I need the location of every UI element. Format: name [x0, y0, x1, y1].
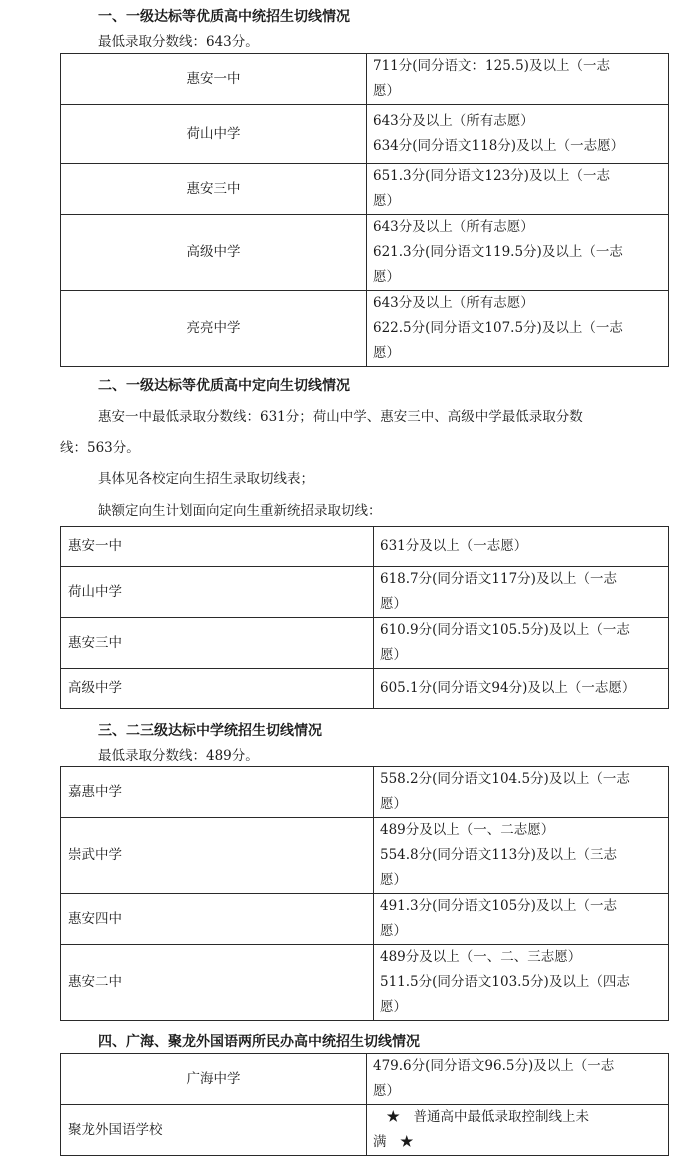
cutoff-cell [367, 54, 669, 105]
school-name: 亮亮中学 [61, 291, 367, 367]
cutoff-cell [367, 164, 669, 215]
school-name: 嘉惠中学 [61, 767, 374, 818]
section2-para1-line1: 惠安一中最低录取分数线：631分；荷山中学、惠安三中、高级中学最低录取分数 [98, 409, 583, 425]
table-row [61, 527, 669, 567]
cutoff-line: 711分(同分语文：125.5)及以上（一志 [373, 58, 610, 74]
cutoff-line: 610.9分(同分语文105.5分)及以上（一志 [380, 622, 630, 638]
cutoff-line: 605.1分(同分语文94分)及以上（一志愿） [380, 680, 636, 696]
cutoff-cell [367, 1105, 669, 1156]
cutoff-line: 618.7分(同分语文117分)及以上（一志 [380, 571, 617, 587]
school-name: 广海中学 [61, 1054, 367, 1105]
cutoff-line: 479.6分(同分语文96.5分)及以上（一志 [373, 1058, 615, 1074]
cutoff-cell [367, 215, 669, 291]
section2-para1-line2: 线：563分。 [60, 440, 140, 456]
cutoff-line: 愿） [380, 596, 407, 612]
cutoff-line: 愿） [373, 83, 400, 99]
cutoff-line: 622.5分(同分语文107.5分)及以上（一志 [373, 320, 623, 336]
cutoff-line: 643分及以上（所有志愿） [373, 219, 534, 235]
table-row [61, 105, 669, 164]
cutoff-cell [367, 105, 669, 164]
cutoff-cell [374, 567, 669, 618]
cutoff-line: 愿） [380, 872, 407, 888]
cutoff-cell [374, 527, 669, 567]
cutoff-cell [367, 291, 669, 367]
cutoff-line: 愿） [373, 269, 400, 285]
section3-min-score: 最低录取分数线：489分。 [98, 748, 259, 764]
school-name: 高级中学 [61, 669, 374, 709]
school-name: 惠安三中 [61, 618, 374, 669]
cutoff-line: 651.3分(同分语文123分)及以上（一志 [373, 168, 610, 184]
cutoff-line: 愿） [380, 796, 407, 812]
school-name: 崇武中学 [61, 818, 374, 894]
table-row [61, 54, 669, 105]
section2-para3: 缺额定向生计划面向定向生重新统招录取切线： [98, 503, 382, 519]
cutoff-line: 634分(同分语文118分)及以上（一志愿） [373, 138, 625, 154]
cutoff-line: ★ 普通高中最低录取控制线上未 [373, 1109, 589, 1125]
cutoff-line: 愿） [380, 647, 407, 663]
table-row [61, 945, 669, 1021]
table-row [61, 669, 669, 709]
school-name: 高级中学 [61, 215, 367, 291]
cutoff-cell [374, 669, 669, 709]
table-row [61, 215, 669, 291]
section2-heading: 二、一级达标等优质高中定向生切线情况 [98, 378, 350, 394]
cutoff-cell [367, 1054, 669, 1105]
table-row [61, 567, 669, 618]
cutoff-line: 愿） [373, 345, 400, 361]
cutoff-line: 511.5分(同分语文103.5分)及以上（四志 [380, 974, 630, 990]
school-name: 惠安一中 [61, 54, 367, 105]
school-name: 惠安四中 [61, 894, 374, 945]
cutoff-line: 558.2分(同分语文104.5分)及以上（一志 [380, 771, 630, 787]
school-name: 惠安三中 [61, 164, 367, 215]
cutoff-line: 满 ★ [373, 1134, 414, 1150]
school-name: 惠安一中 [61, 527, 374, 567]
cutoff-cell [374, 818, 669, 894]
cutoff-line: 愿） [373, 193, 400, 209]
table-row [61, 767, 669, 818]
cutoff-line: 489分及以上（一、二、三志愿） [380, 949, 582, 965]
table-row [61, 1054, 669, 1105]
table-row [61, 1105, 669, 1156]
school-name: 荷山中学 [61, 105, 367, 164]
cutoff-line: 491.3分(同分语文105分)及以上（一志 [380, 898, 617, 914]
section1-heading: 一、一级达标等优质高中统招生切线情况 [98, 9, 350, 25]
table-row [61, 618, 669, 669]
cutoff-cell [374, 945, 669, 1021]
cutoff-line: 愿） [373, 1083, 400, 1099]
cutoff-line: 643分及以上（所有志愿） [373, 113, 534, 129]
cutoff-line: 643分及以上（所有志愿） [373, 295, 534, 311]
cutoff-line: 631分及以上（一志愿） [380, 538, 528, 554]
table-section3 [60, 766, 669, 1021]
table-row [61, 164, 669, 215]
school-name: 惠安二中 [61, 945, 374, 1021]
table-row [61, 291, 669, 367]
cutoff-line: 554.8分(同分语文113分)及以上（三志 [380, 847, 617, 863]
table-row [61, 894, 669, 945]
table-section1 [60, 53, 669, 367]
table-section4 [60, 1053, 669, 1156]
section4-heading: 四、广海、聚龙外国语两所民办高中统招生切线情况 [98, 1034, 420, 1050]
cutoff-cell [374, 618, 669, 669]
cutoff-cell [374, 767, 669, 818]
table-section2 [60, 526, 669, 709]
cutoff-cell [374, 894, 669, 945]
cutoff-line: 621.3分(同分语文119.5分)及以上（一志 [373, 244, 623, 260]
section3-heading: 三、二三级达标中学统招生切线情况 [98, 723, 322, 739]
section2-para2: 具体见各校定向生招生录取切线表； [98, 471, 314, 487]
school-name: 聚龙外国语学校 [61, 1105, 367, 1156]
school-name: 荷山中学 [61, 567, 374, 618]
cutoff-line: 愿） [380, 923, 407, 939]
cutoff-line: 愿） [380, 999, 407, 1015]
cutoff-line: 489分及以上（一、二志愿） [380, 822, 555, 838]
table-row [61, 818, 669, 894]
section1-min-score: 最低录取分数线：643分。 [98, 34, 259, 50]
